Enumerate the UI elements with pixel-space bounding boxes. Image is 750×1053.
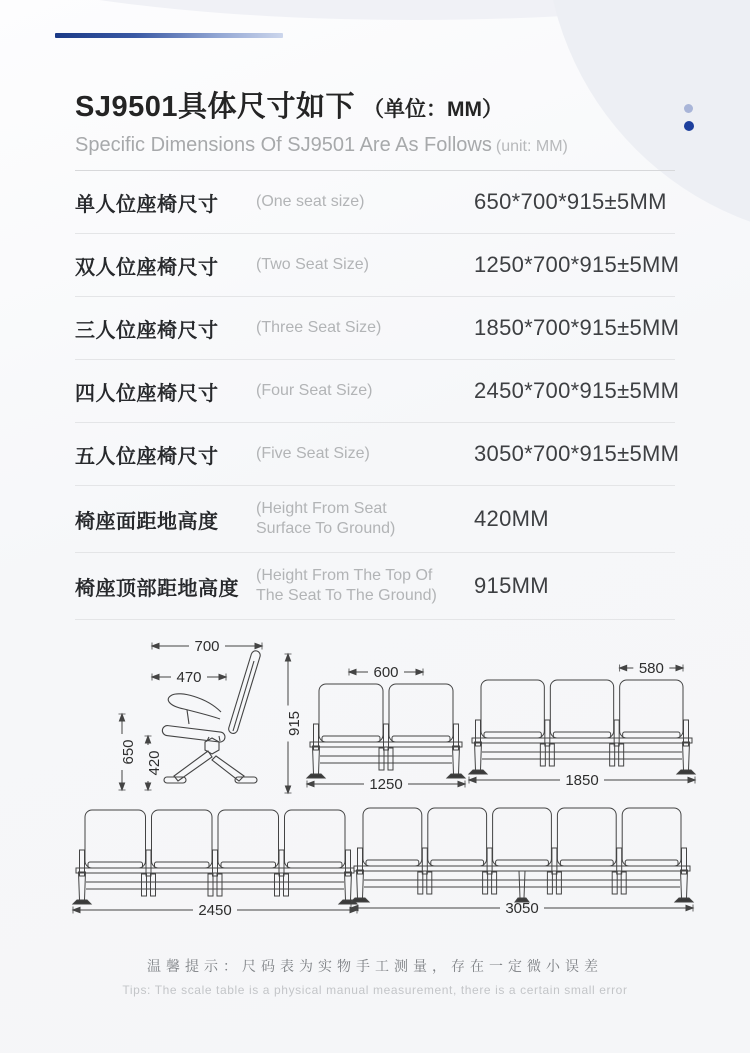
dimension-label: 600 bbox=[373, 664, 399, 681]
dimension-label: 700 bbox=[194, 638, 220, 655]
row-value: 1250*700*915±5MM bbox=[474, 252, 680, 277]
dimension-label: 580 bbox=[638, 660, 664, 677]
bench-front-outline bbox=[469, 680, 695, 774]
dimension-label: 470 bbox=[176, 669, 202, 686]
bench-front-outline bbox=[351, 808, 693, 902]
decor-dot-dark bbox=[684, 121, 694, 131]
bench-front-outline bbox=[307, 684, 465, 778]
row-label-cn: 五人位座椅尺寸 bbox=[75, 445, 219, 468]
table-row bbox=[75, 360, 680, 423]
header bbox=[75, 84, 675, 171]
two-seat-svg bbox=[304, 662, 468, 792]
row-label-en: (Two Seat Size) bbox=[256, 256, 369, 273]
row-label-cn: 椅座面距地高度 bbox=[75, 510, 219, 533]
page-title bbox=[75, 84, 675, 125]
row-value: 915MM bbox=[474, 573, 549, 598]
diagram-side-view bbox=[108, 630, 304, 800]
row-label-cn: 椅座顶部距地高度 bbox=[75, 577, 239, 600]
table-row bbox=[75, 297, 680, 360]
diagram-five-seat-front bbox=[348, 802, 696, 916]
four-seat-svg bbox=[70, 804, 360, 918]
diagram-two-seat-front bbox=[304, 662, 468, 792]
row-label-cn: 三人位座椅尺寸 bbox=[75, 319, 219, 342]
table-row bbox=[75, 486, 675, 553]
diagram-four-seat-front bbox=[70, 804, 360, 918]
dimension-label: 1850 bbox=[565, 772, 599, 788]
page-title-unit: （单位：MM） bbox=[363, 98, 503, 121]
row-value: 650*700*915±5MM bbox=[474, 189, 667, 214]
table-row bbox=[75, 234, 680, 297]
dimension-label: 2450 bbox=[198, 902, 232, 918]
dimension-label: 915 bbox=[286, 710, 303, 737]
side-view-svg bbox=[108, 630, 304, 800]
row-label-cn: 双人位座椅尺寸 bbox=[75, 256, 219, 279]
dimension-label: 3050 bbox=[505, 900, 539, 916]
row-label-cn: 单人位座椅尺寸 bbox=[75, 193, 219, 216]
bench-front-outline bbox=[73, 810, 357, 904]
three-seat-svg bbox=[466, 658, 698, 788]
dimension-table bbox=[75, 171, 680, 620]
table-row bbox=[75, 423, 680, 486]
tip-text-en: Tips: The scale table is a physical manual measurement, there is a certain small error bbox=[122, 983, 628, 997]
row-label-en: (Three Seat Size) bbox=[256, 319, 382, 336]
footer-tips bbox=[75, 956, 675, 997]
dimension-label: 420 bbox=[146, 750, 163, 776]
row-label-en: (Height From The Top Of The Seat To The Ground) bbox=[256, 567, 437, 604]
page-subtitle bbox=[75, 134, 675, 157]
table-row bbox=[75, 553, 675, 620]
five-seat-svg bbox=[348, 802, 696, 916]
decor-dot-light bbox=[684, 104, 693, 113]
row-label-en: (Four Seat Size) bbox=[256, 382, 373, 399]
row-value: 2450*700*915±5MM bbox=[474, 378, 680, 403]
page-subtitle-en: Specific Dimensions Of SJ9501 Are As Follows bbox=[75, 134, 492, 156]
row-value: 420MM bbox=[474, 506, 549, 531]
page-title-cn: SJ9501具体尺寸如下 bbox=[75, 91, 355, 123]
row-value: 1850*700*915±5MM bbox=[474, 315, 680, 340]
row-value: 3050*700*915±5MM bbox=[474, 441, 680, 466]
table-row bbox=[75, 171, 675, 234]
dimension-label: 650 bbox=[120, 739, 137, 765]
row-label-en: (Height From Seat Surface To Ground) bbox=[256, 500, 396, 537]
tip-text-cn: 温馨提示：尺码表为实物手工测量，存在一定微小误差 bbox=[147, 958, 603, 974]
diagram-three-seat-front bbox=[466, 658, 698, 788]
page-subtitle-unit: (unit: MM) bbox=[495, 138, 568, 155]
row-label-en: (One seat size) bbox=[256, 193, 365, 210]
row-label-cn: 四人位座椅尺寸 bbox=[75, 382, 219, 405]
row-label-en: (Five Seat Size) bbox=[256, 445, 370, 462]
accent-gradient-bar bbox=[55, 33, 283, 38]
dimension-label: 1250 bbox=[369, 776, 403, 792]
